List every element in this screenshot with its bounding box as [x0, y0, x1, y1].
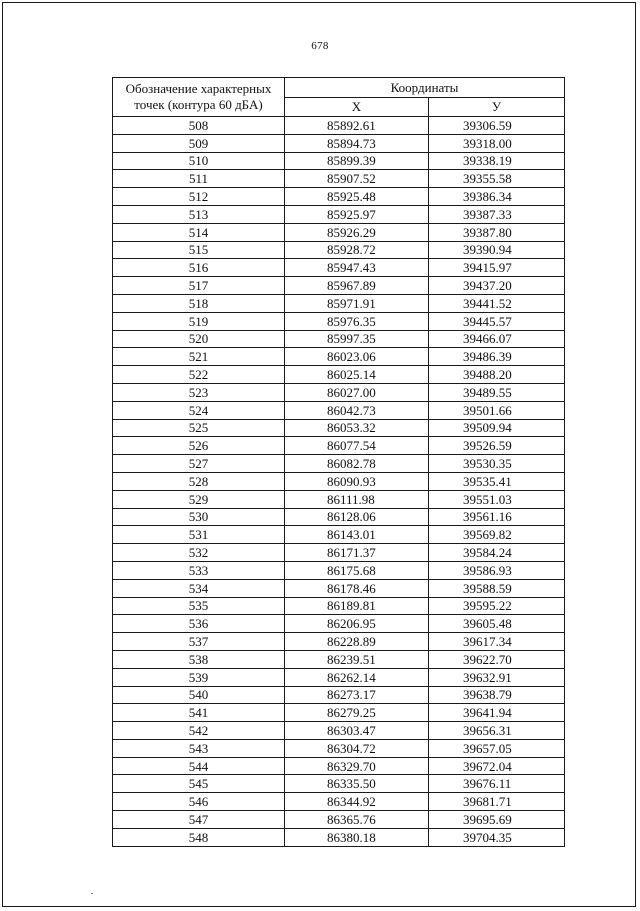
- x-coordinate-cell: 86206.95: [285, 615, 429, 633]
- x-coordinate-cell: 86344.92: [285, 793, 429, 811]
- table-row: [113, 472, 565, 490]
- point-id-cell: 528: [113, 472, 285, 490]
- point-id-cell: 517: [113, 277, 285, 295]
- x-coordinate-cell: 86082.78: [285, 455, 429, 473]
- table-row: [113, 757, 565, 775]
- table-row: [113, 668, 565, 686]
- point-id-cell: 514: [113, 223, 285, 241]
- x-column-header: X: [285, 97, 429, 117]
- y-coordinate-cell: 39638.79: [429, 686, 565, 704]
- table-row: [113, 348, 565, 366]
- point-id-cell: 534: [113, 579, 285, 597]
- point-id-cell: 547: [113, 811, 285, 829]
- point-id-cell: 527: [113, 455, 285, 473]
- table-row: [113, 294, 565, 312]
- table-row: [113, 241, 565, 259]
- y-coordinate-cell: 39641.94: [429, 704, 565, 722]
- y-coordinate-cell: 39441.52: [429, 294, 565, 312]
- point-id-cell: 526: [113, 437, 285, 455]
- y-coordinate-cell: 39605.48: [429, 615, 565, 633]
- x-coordinate-cell: 86380.18: [285, 828, 429, 846]
- y-coordinate-cell: 39535.41: [429, 472, 565, 490]
- point-id-cell: 535: [113, 597, 285, 615]
- x-coordinate-cell: 86239.51: [285, 650, 429, 668]
- point-label-header: Обозначение характерных точек (контура 60 дБА): [113, 78, 285, 117]
- point-id-cell: 522: [113, 366, 285, 384]
- point-id-cell: 511: [113, 170, 285, 188]
- point-id-cell: 536: [113, 615, 285, 633]
- y-coordinate-cell: 39386.34: [429, 188, 565, 206]
- table-row: [113, 366, 565, 384]
- y-coordinate-cell: 39681.71: [429, 793, 565, 811]
- y-coordinate-cell: 39486.39: [429, 348, 565, 366]
- x-coordinate-cell: 85928.72: [285, 241, 429, 259]
- point-id-cell: 519: [113, 312, 285, 330]
- x-coordinate-cell: 85894.73: [285, 134, 429, 152]
- y-coordinate-cell: 39415.97: [429, 259, 565, 277]
- table-row: [113, 455, 565, 473]
- x-coordinate-cell: 86143.01: [285, 526, 429, 544]
- x-coordinate-cell: 86329.70: [285, 757, 429, 775]
- table-row: [113, 277, 565, 295]
- y-coordinate-cell: 39588.59: [429, 579, 565, 597]
- y-coordinate-cell: 39657.05: [429, 739, 565, 757]
- table-row: [113, 722, 565, 740]
- y-coordinate-cell: 39338.19: [429, 152, 565, 170]
- table-row: [113, 188, 565, 206]
- x-coordinate-cell: 86023.06: [285, 348, 429, 366]
- x-coordinate-cell: 85947.43: [285, 259, 429, 277]
- point-id-cell: 509: [113, 134, 285, 152]
- point-id-cell: 513: [113, 205, 285, 223]
- table-row: [113, 383, 565, 401]
- y-coordinate-cell: 39595.22: [429, 597, 565, 615]
- table-body: [113, 117, 565, 847]
- x-coordinate-cell: 86279.25: [285, 704, 429, 722]
- table-row: [113, 419, 565, 437]
- table-header: [113, 78, 565, 117]
- x-coordinate-cell: 85899.39: [285, 152, 429, 170]
- y-coordinate-cell: 39445.57: [429, 312, 565, 330]
- y-coordinate-cell: 39509.94: [429, 419, 565, 437]
- y-coordinate-cell: 39584.24: [429, 544, 565, 562]
- point-id-cell: 529: [113, 490, 285, 508]
- y-coordinate-cell: 39530.35: [429, 455, 565, 473]
- table-row: [113, 633, 565, 651]
- point-id-cell: 512: [113, 188, 285, 206]
- y-coordinate-cell: 39704.35: [429, 828, 565, 846]
- point-id-cell: 510: [113, 152, 285, 170]
- x-coordinate-cell: 85925.48: [285, 188, 429, 206]
- coordinates-group-header: Координаты: [285, 78, 565, 98]
- point-id-cell: 542: [113, 722, 285, 740]
- y-coordinate-cell: 39489.55: [429, 383, 565, 401]
- point-id-cell: 540: [113, 686, 285, 704]
- x-coordinate-cell: 86128.06: [285, 508, 429, 526]
- point-id-cell: 525: [113, 419, 285, 437]
- x-coordinate-cell: 86273.17: [285, 686, 429, 704]
- x-coordinate-cell: 86178.46: [285, 579, 429, 597]
- point-id-cell: 548: [113, 828, 285, 846]
- table-row: [113, 312, 565, 330]
- y-coordinate-cell: 39390.94: [429, 241, 565, 259]
- x-coordinate-cell: 86111.98: [285, 490, 429, 508]
- table-row: [113, 223, 565, 241]
- table-row: [113, 205, 565, 223]
- point-id-cell: 516: [113, 259, 285, 277]
- table-row: [113, 117, 565, 135]
- point-id-cell: 515: [113, 241, 285, 259]
- table-row: [113, 437, 565, 455]
- point-id-cell: 530: [113, 508, 285, 526]
- x-coordinate-cell: 86053.32: [285, 419, 429, 437]
- point-id-cell: 532: [113, 544, 285, 562]
- y-coordinate-cell: 39632.91: [429, 668, 565, 686]
- x-coordinate-cell: 86262.14: [285, 668, 429, 686]
- x-coordinate-cell: 86189.81: [285, 597, 429, 615]
- x-coordinate-cell: 86304.72: [285, 739, 429, 757]
- x-coordinate-cell: 85907.52: [285, 170, 429, 188]
- point-id-cell: 524: [113, 401, 285, 419]
- table-row: [113, 170, 565, 188]
- table-row: [113, 544, 565, 562]
- point-id-cell: 538: [113, 650, 285, 668]
- y-coordinate-cell: 39551.03: [429, 490, 565, 508]
- x-coordinate-cell: 86042.73: [285, 401, 429, 419]
- y-coordinate-cell: 39695.69: [429, 811, 565, 829]
- point-id-cell: 518: [113, 294, 285, 312]
- x-coordinate-cell: 85892.61: [285, 117, 429, 135]
- x-coordinate-cell: 86027.00: [285, 383, 429, 401]
- point-id-cell: 543: [113, 739, 285, 757]
- point-id-cell: 533: [113, 561, 285, 579]
- table-row: [113, 597, 565, 615]
- table-row: [113, 828, 565, 846]
- y-coordinate-cell: 39466.07: [429, 330, 565, 348]
- point-id-cell: 546: [113, 793, 285, 811]
- table-row: [113, 650, 565, 668]
- x-coordinate-cell: 86175.68: [285, 561, 429, 579]
- y-coordinate-cell: 39672.04: [429, 757, 565, 775]
- x-coordinate-cell: 85971.91: [285, 294, 429, 312]
- x-coordinate-cell: 85967.89: [285, 277, 429, 295]
- point-id-cell: 544: [113, 757, 285, 775]
- point-id-cell: 541: [113, 704, 285, 722]
- x-coordinate-cell: 86090.93: [285, 472, 429, 490]
- y-coordinate-cell: 39501.66: [429, 401, 565, 419]
- x-coordinate-cell: 86365.76: [285, 811, 429, 829]
- table-row: [113, 490, 565, 508]
- y-coordinate-cell: 39656.31: [429, 722, 565, 740]
- y-coordinate-cell: 39676.11: [429, 775, 565, 793]
- x-coordinate-cell: 85926.29: [285, 223, 429, 241]
- y-coordinate-cell: 39622.70: [429, 650, 565, 668]
- y-coordinate-cell: 39306.59: [429, 117, 565, 135]
- y-coordinate-cell: 39569.82: [429, 526, 565, 544]
- x-coordinate-cell: 86171.37: [285, 544, 429, 562]
- x-coordinate-cell: 85976.35: [285, 312, 429, 330]
- x-coordinate-cell: 86025.14: [285, 366, 429, 384]
- point-id-cell: 508: [113, 117, 285, 135]
- y-coordinate-cell: 39387.80: [429, 223, 565, 241]
- table-row: [113, 615, 565, 633]
- point-id-cell: 531: [113, 526, 285, 544]
- point-id-cell: 521: [113, 348, 285, 366]
- y-coordinate-cell: 39387.33: [429, 205, 565, 223]
- x-coordinate-cell: 86335.50: [285, 775, 429, 793]
- y-coordinate-cell: 39318.00: [429, 134, 565, 152]
- table-row: [113, 579, 565, 597]
- y-coordinate-cell: 39437.20: [429, 277, 565, 295]
- table-row: [113, 401, 565, 419]
- y-coordinate-cell: 39561.16: [429, 508, 565, 526]
- table-row: [113, 686, 565, 704]
- x-coordinate-cell: 85997.35: [285, 330, 429, 348]
- x-coordinate-cell: 86228.89: [285, 633, 429, 651]
- coordinates-table: [112, 77, 565, 847]
- x-coordinate-cell: 86077.54: [285, 437, 429, 455]
- point-id-cell: 545: [113, 775, 285, 793]
- x-coordinate-cell: 86303.47: [285, 722, 429, 740]
- point-id-cell: 537: [113, 633, 285, 651]
- table-row: [113, 739, 565, 757]
- table-row: [113, 811, 565, 829]
- point-id-cell: 539: [113, 668, 285, 686]
- table-row: [113, 134, 565, 152]
- table-row: [113, 259, 565, 277]
- point-id-cell: 523: [113, 383, 285, 401]
- table-row: [113, 793, 565, 811]
- point-id-cell: 520: [113, 330, 285, 348]
- y-coordinate-cell: 39617.34: [429, 633, 565, 651]
- y-column-header: У: [429, 97, 565, 117]
- table-row: [113, 526, 565, 544]
- table-row: [113, 561, 565, 579]
- y-coordinate-cell: 39488.20: [429, 366, 565, 384]
- table-row: [113, 508, 565, 526]
- table-row: [113, 704, 565, 722]
- x-coordinate-cell: 85925.97: [285, 205, 429, 223]
- y-coordinate-cell: 39526.59: [429, 437, 565, 455]
- table-row: [113, 775, 565, 793]
- page-number: 678: [311, 40, 329, 52]
- y-coordinate-cell: 39355.58: [429, 170, 565, 188]
- table-row: [113, 152, 565, 170]
- y-coordinate-cell: 39586.93: [429, 561, 565, 579]
- table-row: [113, 330, 565, 348]
- scan-speck: [91, 893, 93, 894]
